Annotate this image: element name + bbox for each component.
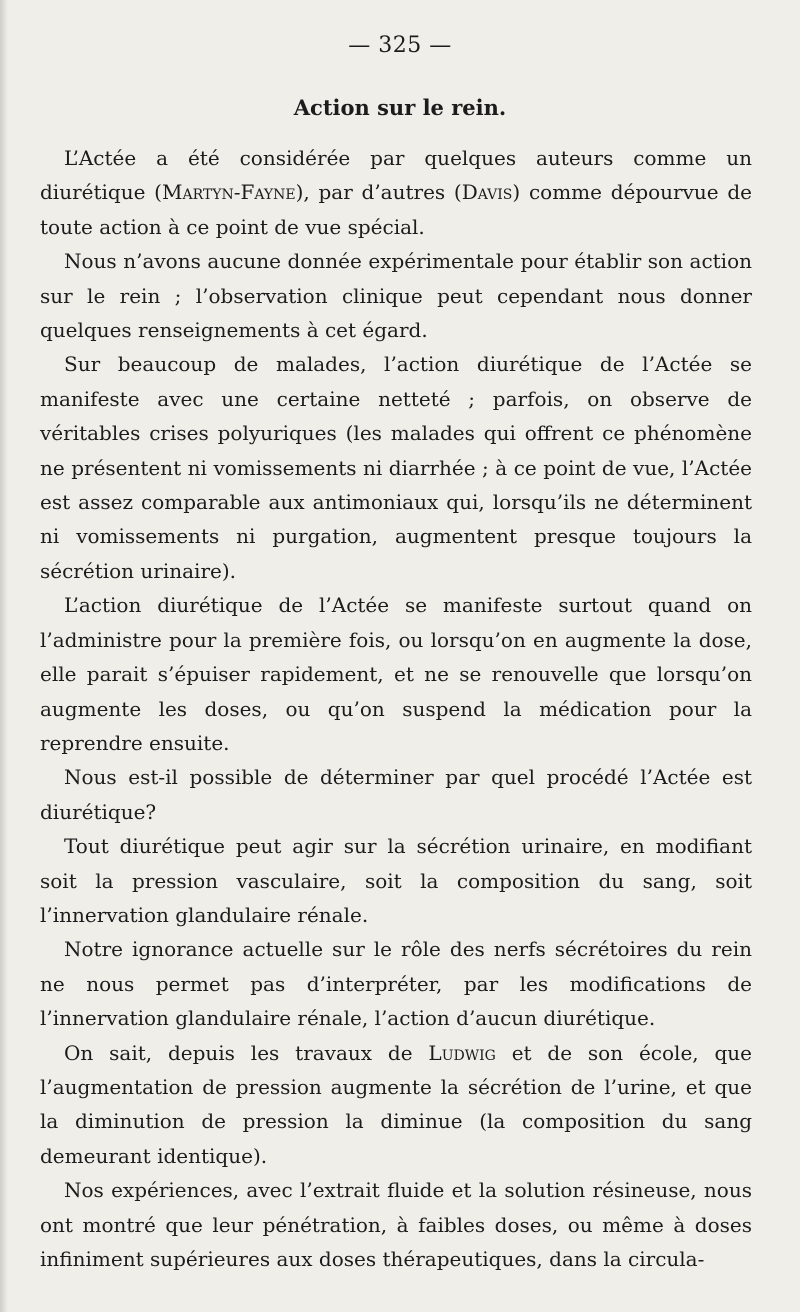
paragraph-1-text-b: ), par d’autres ( [295, 180, 462, 205]
author-davis: Davis [461, 180, 513, 205]
paragraph-8 [40, 1036, 752, 1174]
body-text [40, 141, 752, 1276]
paragraph-1-text-c: ) comme dépourvue de toute action à ce point de vue spécial. [40, 180, 753, 239]
paragraph-9: Nos expériences, avec l’extrait fluide et la solution résineuse, nous ont montré que leur pénétration, à faibles doses, ou même à doses infiniment supérieures aux doses thérapeutiques, dans la circula- [40, 1178, 752, 1271]
author-ludwig: Ludwig [428, 1040, 496, 1065]
paragraph-2: Nous n’avons aucune donnée expérimentale pour établir son action sur le rein ; l’observation clinique peut cependant nous donner quelques renseignements à cet égard. [40, 249, 752, 343]
author-martyn-fayne: Martyn-Fayne [161, 180, 296, 205]
paragraph-1-text-a: L’Actée a été considérée par quelques auteurs comme un diurétique ( [40, 146, 752, 205]
paragraph-8-text-a: On sait, depuis les travaux de [64, 1040, 429, 1065]
paragraph-4: L’action diurétique de l’Actée se manifeste surtout quand on l’administre pour la première fois, ou lorsqu’on en augmente la dose, elle parait s’épuiser rapidement, et ne se renouvelle que lorsqu’on augmente les doses, ou qu’on suspend la médication pour la reprendre ensuite. [40, 593, 752, 755]
page-number: — 325 — [348, 33, 452, 58]
page-edge-shadow [0, 0, 8, 1312]
paragraph-1 [40, 141, 752, 244]
paragraph-6: Tout diurétique peut agir sur la sécrétion urinaire, en modifiant soit la pression vasculaire, soit la composition du sang, soit l’innervation glandulaire rénale. [40, 834, 752, 927]
section-title: Action sur le rein. [293, 95, 507, 120]
paragraph-5: Nous est-il possible de déterminer par quel procédé l’Actée est diurétique? [40, 765, 752, 824]
paragraph-3: Sur beaucoup de malades, l’action diurétique de l’Actée se manifeste avec une certaine netteté ; parfois, on observe de véritables crises polyuriques (les malades qui offrent ce phénomène ne présentent ni vomissements ni diarrhée ; à ce point de vue, l’Actée est assez comparable aux antimoniaux qui, lorsqu’ils ne déterminent ni vomissements ni purgation, augmentent presque toujours la sécrétion urinaire). [40, 352, 752, 583]
paragraph-7: Notre ignorance actuelle sur le rôle des nerfs sécrétoires du rein ne nous permet pas d’interpréter, par les modifications de l’innervation glandulaire rénale, l’action d’aucun diurétique. [40, 937, 752, 1031]
paragraph-8-text-b: et de son école, que l’augmentation de pression augmente la sécrétion de l’urine, et que la diminution de pression la diminue (la composition du sang demeurant identique). [40, 1040, 753, 1168]
